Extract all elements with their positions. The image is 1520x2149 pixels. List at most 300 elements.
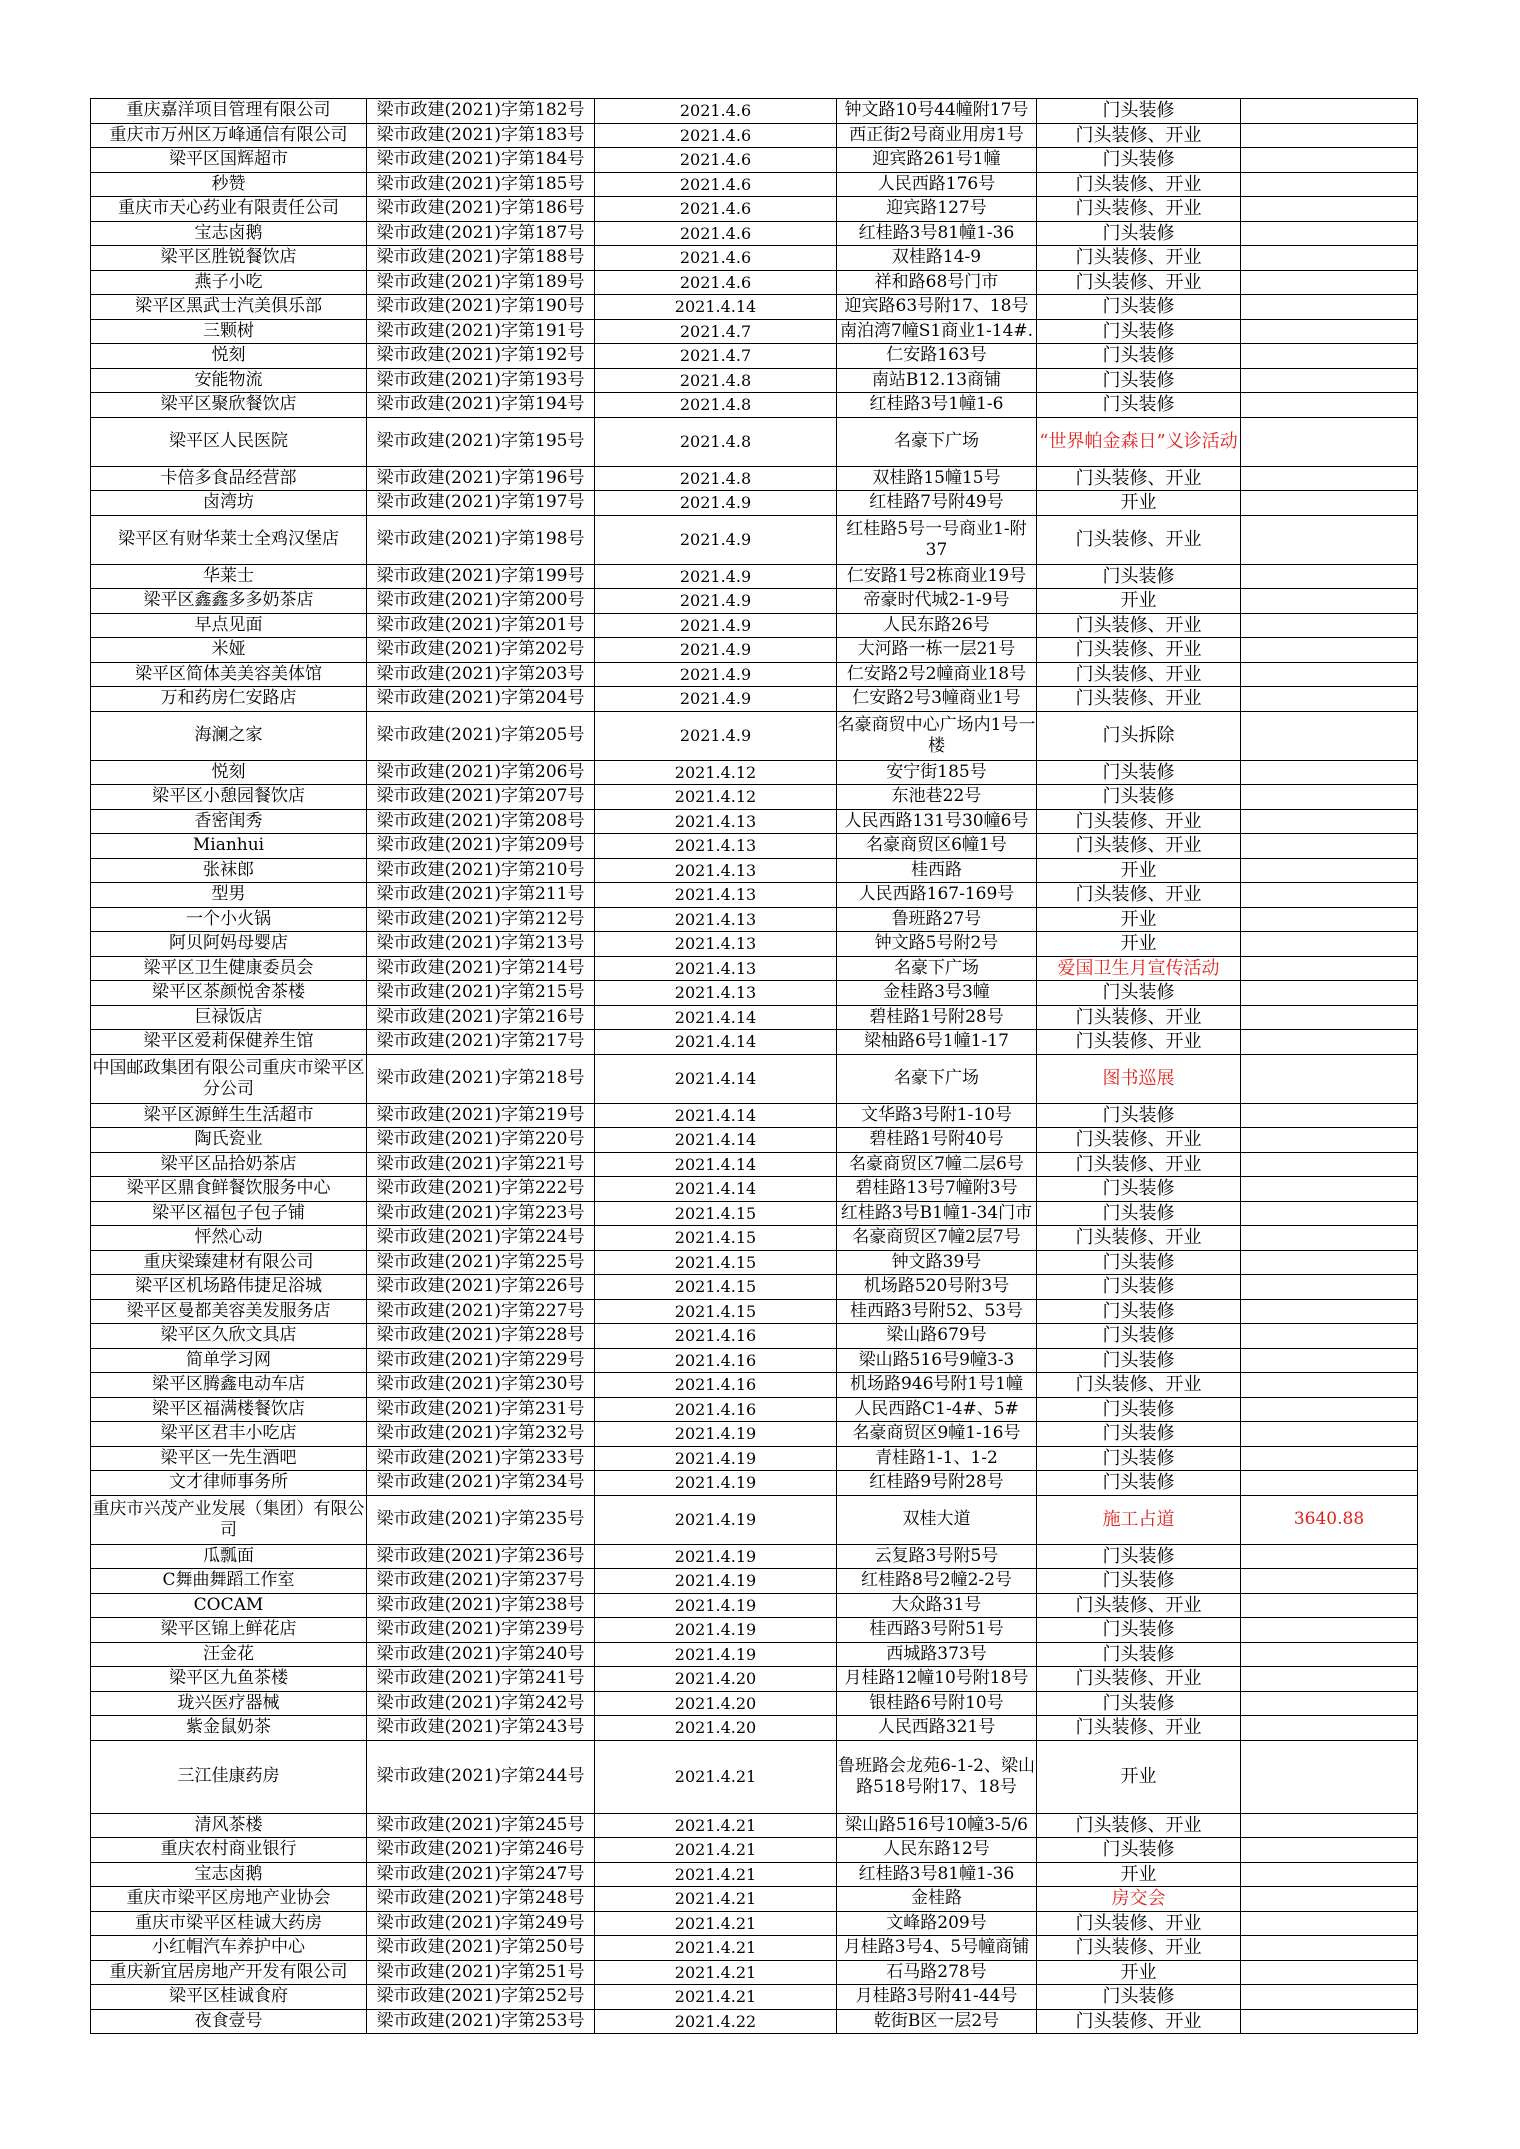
- company-name-cell: 陶氏瓷业: [91, 1128, 367, 1153]
- date-cell: 2021.4.9: [595, 515, 837, 564]
- company-name-cell: 重庆梁臻建材有限公司: [91, 1250, 367, 1275]
- table-row: [91, 858, 1418, 883]
- address-cell: 安宁街185号: [837, 760, 1037, 785]
- date-cell: 2021.4.9: [595, 662, 837, 687]
- matter-cell: 门头装修: [1037, 1446, 1241, 1471]
- matter-cell: 门头装修: [1037, 785, 1241, 810]
- date-cell: 2021.4.21: [595, 1936, 837, 1961]
- matter-cell: 门头装修、开业: [1037, 662, 1241, 687]
- approval-number-cell: 梁市政建(2021)字第250号: [367, 1936, 595, 1961]
- amount-cell: [1241, 393, 1418, 418]
- table-row: [91, 319, 1418, 344]
- address-cell: 金桂路3号3幢: [837, 981, 1037, 1006]
- address-cell: 人民西路C1-4#、5#: [837, 1397, 1037, 1422]
- address-cell: 金桂路: [837, 1887, 1037, 1912]
- amount-cell: [1241, 638, 1418, 663]
- matter-cell: 门头装修、开业: [1037, 638, 1241, 663]
- approval-number-cell: 梁市政建(2021)字第218号: [367, 1054, 595, 1103]
- amount-cell: [1241, 417, 1418, 466]
- company-name-cell: 梁平区鼎食鲜餐饮服务中心: [91, 1177, 367, 1202]
- table-row: [91, 760, 1418, 785]
- address-cell: 碧桂路1号附40号: [837, 1128, 1037, 1153]
- address-cell: 名豪商贸区7幢2层7号: [837, 1226, 1037, 1251]
- date-cell: 2021.4.6: [595, 197, 837, 222]
- table-row: [91, 785, 1418, 810]
- company-name-cell: 简单学习网: [91, 1348, 367, 1373]
- table-row: [91, 1887, 1418, 1912]
- matter-cell: 门头装修、开业: [1037, 1911, 1241, 1936]
- address-cell: 人民西路167-169号: [837, 883, 1037, 908]
- date-cell: 2021.4.22: [595, 2009, 837, 2034]
- approval-number-cell: 梁市政建(2021)字第246号: [367, 1838, 595, 1863]
- table-row: [91, 1716, 1418, 1741]
- matter-cell: 门头装修、开业: [1037, 1813, 1241, 1838]
- table-row: [91, 1373, 1418, 1398]
- date-cell: 2021.4.19: [595, 1642, 837, 1667]
- matter-cell: 房交会: [1037, 1887, 1241, 1912]
- date-cell: 2021.4.21: [595, 1985, 837, 2010]
- date-cell: 2021.4.13: [595, 834, 837, 859]
- address-cell: 钟文路39号: [837, 1250, 1037, 1275]
- amount-cell: [1241, 1911, 1418, 1936]
- company-name-cell: 重庆农村商业银行: [91, 1838, 367, 1863]
- table-row: [91, 2009, 1418, 2034]
- address-cell: 西正街2号商业用房1号: [837, 123, 1037, 148]
- amount-cell: [1241, 1177, 1418, 1202]
- approval-number-cell: 梁市政建(2021)字第231号: [367, 1397, 595, 1422]
- company-name-cell: 卤湾坊: [91, 491, 367, 516]
- table-row: [91, 1054, 1418, 1103]
- table-row: [91, 491, 1418, 516]
- company-name-cell: 张袜郎: [91, 858, 367, 883]
- date-cell: 2021.4.16: [595, 1348, 837, 1373]
- table-row: [91, 1030, 1418, 1055]
- date-cell: 2021.4.14: [595, 1054, 837, 1103]
- address-cell: 人民东路26号: [837, 613, 1037, 638]
- company-name-cell: 宝志卤鹅: [91, 1862, 367, 1887]
- amount-cell: [1241, 246, 1418, 271]
- approval-number-cell: 梁市政建(2021)字第216号: [367, 1005, 595, 1030]
- amount-cell: [1241, 981, 1418, 1006]
- date-cell: 2021.4.7: [595, 319, 837, 344]
- matter-cell: 爱国卫生月宣传活动: [1037, 956, 1241, 981]
- amount-cell: [1241, 834, 1418, 859]
- table-row: [91, 295, 1418, 320]
- amount-cell: [1241, 1960, 1418, 1985]
- table-row: [91, 809, 1418, 834]
- table-row: [91, 1250, 1418, 1275]
- amount-cell: [1241, 491, 1418, 516]
- approval-number-cell: 梁市政建(2021)字第212号: [367, 907, 595, 932]
- approval-number-cell: 梁市政建(2021)字第189号: [367, 270, 595, 295]
- address-cell: 东池巷22号: [837, 785, 1037, 810]
- date-cell: 2021.4.6: [595, 172, 837, 197]
- approval-number-cell: 梁市政建(2021)字第209号: [367, 834, 595, 859]
- address-cell: 仁安路163号: [837, 344, 1037, 369]
- approval-number-cell: 梁市政建(2021)字第243号: [367, 1716, 595, 1741]
- approval-number-cell: 梁市政建(2021)字第221号: [367, 1152, 595, 1177]
- approval-number-cell: 梁市政建(2021)字第210号: [367, 858, 595, 883]
- date-cell: 2021.4.7: [595, 344, 837, 369]
- date-cell: 2021.4.8: [595, 393, 837, 418]
- company-name-cell: 梁平区国辉超市: [91, 148, 367, 173]
- address-cell: 祥和路68号门市: [837, 270, 1037, 295]
- approval-number-cell: 梁市政建(2021)字第219号: [367, 1103, 595, 1128]
- date-cell: 2021.4.16: [595, 1324, 837, 1349]
- company-name-cell: 小红帽汽车养护中心: [91, 1936, 367, 1961]
- table-row: [91, 1569, 1418, 1594]
- table-row: [91, 1005, 1418, 1030]
- amount-cell: [1241, 148, 1418, 173]
- company-name-cell: 秒赞: [91, 172, 367, 197]
- approval-number-cell: 梁市政建(2021)字第202号: [367, 638, 595, 663]
- amount-cell: [1241, 858, 1418, 883]
- address-cell: 名豪下广场: [837, 417, 1037, 466]
- address-cell: 名豪下广场: [837, 1054, 1037, 1103]
- date-cell: 2021.4.19: [595, 1495, 837, 1544]
- address-cell: 机场路520号附3号: [837, 1275, 1037, 1300]
- date-cell: 2021.4.13: [595, 981, 837, 1006]
- amount-cell: [1241, 2009, 1418, 2034]
- matter-cell: 门头装修、开业: [1037, 834, 1241, 859]
- matter-cell: 门头装修、开业: [1037, 1593, 1241, 1618]
- approval-number-cell: 梁市政建(2021)字第217号: [367, 1030, 595, 1055]
- date-cell: 2021.4.13: [595, 932, 837, 957]
- address-cell: 人民东路12号: [837, 1838, 1037, 1863]
- table-row: [91, 638, 1418, 663]
- matter-cell: 门头装修、开业: [1037, 1716, 1241, 1741]
- company-name-cell: 梁平区小憩园餐饮店: [91, 785, 367, 810]
- company-name-cell: 梁平区九鱼茶楼: [91, 1667, 367, 1692]
- amount-cell: [1241, 1226, 1418, 1251]
- company-name-cell: 梁平区简体美美容美体馆: [91, 662, 367, 687]
- approval-number-cell: 梁市政建(2021)字第224号: [367, 1226, 595, 1251]
- matter-cell: 门头装修、开业: [1037, 246, 1241, 271]
- amount-cell: [1241, 1642, 1418, 1667]
- address-cell: 仁安路2号2幢商业18号: [837, 662, 1037, 687]
- table-row: [91, 1642, 1418, 1667]
- date-cell: 2021.4.15: [595, 1201, 837, 1226]
- matter-cell: 门头装修、开业: [1037, 2009, 1241, 2034]
- approval-number-cell: 梁市政建(2021)字第225号: [367, 1250, 595, 1275]
- address-cell: 红桂路5号一号商业1-附37: [837, 515, 1037, 564]
- approval-number-cell: 梁市政建(2021)字第245号: [367, 1813, 595, 1838]
- approval-number-cell: 梁市政建(2021)字第198号: [367, 515, 595, 564]
- approval-number-cell: 梁市政建(2021)字第185号: [367, 172, 595, 197]
- address-cell: 双桂大道: [837, 1495, 1037, 1544]
- date-cell: 2021.4.19: [595, 1471, 837, 1496]
- address-cell: 仁安路2号3幢商业1号: [837, 687, 1037, 712]
- address-cell: 名豪下广场: [837, 956, 1037, 981]
- approval-number-cell: 梁市政建(2021)字第187号: [367, 221, 595, 246]
- date-cell: 2021.4.21: [595, 1911, 837, 1936]
- table-row: [91, 344, 1418, 369]
- company-name-cell: 华莱士: [91, 564, 367, 589]
- matter-cell: 门头装修、开业: [1037, 1373, 1241, 1398]
- date-cell: 2021.4.12: [595, 760, 837, 785]
- company-name-cell: 清风茶楼: [91, 1813, 367, 1838]
- matter-cell: 门头装修: [1037, 1324, 1241, 1349]
- amount-cell: [1241, 1103, 1418, 1128]
- approval-number-cell: 梁市政建(2021)字第232号: [367, 1422, 595, 1447]
- matter-cell: 门头装修: [1037, 1250, 1241, 1275]
- date-cell: 2021.4.15: [595, 1275, 837, 1300]
- table-row: [91, 417, 1418, 466]
- table-row: [91, 1495, 1418, 1544]
- company-name-cell: 紫金鼠奶茶: [91, 1716, 367, 1741]
- address-cell: 红桂路3号B1幢1-34门市: [837, 1201, 1037, 1226]
- company-name-cell: 梁平区爱莉保健养生馆: [91, 1030, 367, 1055]
- date-cell: 2021.4.19: [595, 1422, 837, 1447]
- amount-cell: [1241, 1618, 1418, 1643]
- matter-cell: 门头装修: [1037, 1103, 1241, 1128]
- address-cell: 机场路946号附1号1幢: [837, 1373, 1037, 1398]
- matter-cell: 门头装修、开业: [1037, 1128, 1241, 1153]
- address-cell: 人民西路321号: [837, 1716, 1037, 1741]
- date-cell: 2021.4.20: [595, 1716, 837, 1741]
- table-row: [91, 515, 1418, 564]
- matter-cell: 门头装修: [1037, 344, 1241, 369]
- approval-number-cell: 梁市政建(2021)字第235号: [367, 1495, 595, 1544]
- amount-cell: [1241, 221, 1418, 246]
- matter-cell: 门头装修、开业: [1037, 613, 1241, 638]
- date-cell: 2021.4.19: [595, 1569, 837, 1594]
- table-row: [91, 932, 1418, 957]
- matter-cell: 图书巡展: [1037, 1054, 1241, 1103]
- date-cell: 2021.4.15: [595, 1299, 837, 1324]
- address-cell: 名豪商贸中心广场内1号一楼: [837, 711, 1037, 760]
- address-cell: 月桂路3号附41-44号: [837, 1985, 1037, 2010]
- date-cell: 2021.4.16: [595, 1397, 837, 1422]
- amount-cell: [1241, 589, 1418, 614]
- address-cell: 人民西路131号30幢6号: [837, 809, 1037, 834]
- date-cell: 2021.4.13: [595, 956, 837, 981]
- amount-cell: [1241, 760, 1418, 785]
- company-name-cell: 梁平区人民医院: [91, 417, 367, 466]
- table-row: [91, 711, 1418, 760]
- address-cell: 桂西路3号附52、53号: [837, 1299, 1037, 1324]
- amount-cell: [1241, 613, 1418, 638]
- company-name-cell: 中国邮政集团有限公司重庆市梁平区分公司: [91, 1054, 367, 1103]
- approval-number-cell: 梁市政建(2021)字第192号: [367, 344, 595, 369]
- amount-cell: [1241, 1667, 1418, 1692]
- company-name-cell: 梁平区桂诚食府: [91, 1985, 367, 2010]
- address-cell: 桂西路: [837, 858, 1037, 883]
- company-name-cell: 安能物流: [91, 368, 367, 393]
- table-row: [91, 1667, 1418, 1692]
- company-name-cell: 宝志卤鹅: [91, 221, 367, 246]
- amount-cell: [1241, 1201, 1418, 1226]
- table-row: [91, 1838, 1418, 1863]
- table-row: [91, 956, 1418, 981]
- company-name-cell: 梁平区品拾奶茶店: [91, 1152, 367, 1177]
- address-cell: 迎宾路63号附17、18号: [837, 295, 1037, 320]
- table-row: [91, 1397, 1418, 1422]
- address-cell: 青桂路1-1、1-2: [837, 1446, 1037, 1471]
- amount-cell: [1241, 197, 1418, 222]
- matter-cell: 开业: [1037, 1960, 1241, 1985]
- table-row: [91, 1593, 1418, 1618]
- date-cell: 2021.4.14: [595, 1152, 837, 1177]
- date-cell: 2021.4.6: [595, 221, 837, 246]
- table-row: [91, 1348, 1418, 1373]
- approval-number-cell: 梁市政建(2021)字第215号: [367, 981, 595, 1006]
- company-name-cell: 三江佳康药房: [91, 1740, 367, 1813]
- date-cell: 2021.4.6: [595, 123, 837, 148]
- amount-cell: [1241, 1471, 1418, 1496]
- table-row: [91, 1152, 1418, 1177]
- company-name-cell: Mianhui: [91, 834, 367, 859]
- approval-number-cell: 梁市政建(2021)字第200号: [367, 589, 595, 614]
- address-cell: 月桂路3号4、5号幢商铺: [837, 1936, 1037, 1961]
- amount-cell: [1241, 809, 1418, 834]
- approval-number-cell: 梁市政建(2021)字第220号: [367, 1128, 595, 1153]
- company-name-cell: 梁平区茶颜悦舍茶楼: [91, 981, 367, 1006]
- approval-number-cell: 梁市政建(2021)字第248号: [367, 1887, 595, 1912]
- table-row: [91, 1911, 1418, 1936]
- company-name-cell: 早点见面: [91, 613, 367, 638]
- address-cell: 文峰路209号: [837, 1911, 1037, 1936]
- matter-cell: 门头装修: [1037, 1275, 1241, 1300]
- approval-number-cell: 梁市政建(2021)字第204号: [367, 687, 595, 712]
- matter-cell: 门头装修: [1037, 1691, 1241, 1716]
- approval-number-cell: 梁市政建(2021)字第241号: [367, 1667, 595, 1692]
- date-cell: 2021.4.19: [595, 1593, 837, 1618]
- table-row: [91, 1862, 1418, 1887]
- table-row: [91, 221, 1418, 246]
- amount-cell: [1241, 564, 1418, 589]
- approval-number-cell: 梁市政建(2021)字第247号: [367, 1862, 595, 1887]
- approval-number-cell: 梁市政建(2021)字第183号: [367, 123, 595, 148]
- matter-cell: 门头装修: [1037, 368, 1241, 393]
- date-cell: 2021.4.15: [595, 1226, 837, 1251]
- table-row: [91, 1275, 1418, 1300]
- approval-number-cell: 梁市政建(2021)字第252号: [367, 1985, 595, 2010]
- matter-cell: 门头装修: [1037, 1838, 1241, 1863]
- address-cell: 梁山路679号: [837, 1324, 1037, 1349]
- approval-number-cell: 梁市政建(2021)字第214号: [367, 956, 595, 981]
- matter-cell: 门头装修: [1037, 981, 1241, 1006]
- amount-cell: [1241, 1324, 1418, 1349]
- company-name-cell: 重庆市天心药业有限责任公司: [91, 197, 367, 222]
- company-name-cell: 梁平区福包子包子铺: [91, 1201, 367, 1226]
- amount-cell: [1241, 515, 1418, 564]
- company-name-cell: 阿贝阿妈母婴店: [91, 932, 367, 957]
- amount-cell: [1241, 1299, 1418, 1324]
- table-row: [91, 1177, 1418, 1202]
- address-cell: 名豪商贸区6幢1号: [837, 834, 1037, 859]
- table-row: [91, 1936, 1418, 1961]
- table-row: [91, 1471, 1418, 1496]
- matter-cell: 门头装修、开业: [1037, 466, 1241, 491]
- approval-number-cell: 梁市政建(2021)字第196号: [367, 466, 595, 491]
- address-cell: 红桂路3号81幢1-36: [837, 221, 1037, 246]
- table-row: [91, 1299, 1418, 1324]
- amount-cell: [1241, 1397, 1418, 1422]
- amount-cell: [1241, 1348, 1418, 1373]
- date-cell: 2021.4.9: [595, 564, 837, 589]
- table-row: [91, 148, 1418, 173]
- address-cell: 双桂路15幢15号: [837, 466, 1037, 491]
- matter-cell: 门头装修、开业: [1037, 1226, 1241, 1251]
- approval-number-cell: 梁市政建(2021)字第208号: [367, 809, 595, 834]
- approval-number-cell: 梁市政建(2021)字第213号: [367, 932, 595, 957]
- company-name-cell: 梁平区聚欣餐饮店: [91, 393, 367, 418]
- matter-cell: 门头装修: [1037, 1201, 1241, 1226]
- address-cell: 大河路一栋一层21号: [837, 638, 1037, 663]
- amount-cell: [1241, 1128, 1418, 1153]
- matter-cell: 门头装修: [1037, 221, 1241, 246]
- date-cell: 2021.4.21: [595, 1838, 837, 1863]
- matter-cell: 门头装修: [1037, 1985, 1241, 2010]
- address-cell: 梁山路516号9幢3-3: [837, 1348, 1037, 1373]
- matter-cell: 开业: [1037, 858, 1241, 883]
- company-name-cell: 汪金花: [91, 1642, 367, 1667]
- approval-number-cell: 梁市政建(2021)字第203号: [367, 662, 595, 687]
- approval-number-cell: 梁市政建(2021)字第253号: [367, 2009, 595, 2034]
- table-row: [91, 834, 1418, 859]
- date-cell: 2021.4.6: [595, 270, 837, 295]
- address-cell: 梁山路516号10幢3-5/6: [837, 1813, 1037, 1838]
- approval-number-cell: 梁市政建(2021)字第190号: [367, 295, 595, 320]
- table-row: [91, 1422, 1418, 1447]
- company-name-cell: 重庆嘉洋项目管理有限公司: [91, 99, 367, 124]
- company-name-cell: 梁平区胜锐餐饮店: [91, 246, 367, 271]
- address-cell: 钟文路10号44幢附17号: [837, 99, 1037, 124]
- date-cell: 2021.4.14: [595, 295, 837, 320]
- amount-cell: [1241, 956, 1418, 981]
- amount-cell: [1241, 1030, 1418, 1055]
- amount-cell: 3640.88: [1241, 1495, 1418, 1544]
- amount-cell: [1241, 368, 1418, 393]
- matter-cell: 门头装修、开业: [1037, 1936, 1241, 1961]
- matter-cell: 门头装修: [1037, 760, 1241, 785]
- matter-cell: 门头装修: [1037, 1397, 1241, 1422]
- approval-number-cell: 梁市政建(2021)字第229号: [367, 1348, 595, 1373]
- company-name-cell: 一个小火锅: [91, 907, 367, 932]
- company-name-cell: 梁平区卫生健康委员会: [91, 956, 367, 981]
- address-cell: 大众路31号: [837, 1593, 1037, 1618]
- address-cell: 鲁班路会龙苑6-1-2、梁山路518号附17、18号: [837, 1740, 1037, 1813]
- approval-table: [90, 98, 1418, 2034]
- amount-cell: [1241, 344, 1418, 369]
- table-row: [91, 1960, 1418, 1985]
- matter-cell: 门头装修: [1037, 1544, 1241, 1569]
- date-cell: 2021.4.16: [595, 1373, 837, 1398]
- table-row: [91, 1103, 1418, 1128]
- table-row: [91, 123, 1418, 148]
- company-name-cell: 悦刻: [91, 344, 367, 369]
- date-cell: 2021.4.6: [595, 246, 837, 271]
- date-cell: 2021.4.14: [595, 1030, 837, 1055]
- company-name-cell: 海澜之家: [91, 711, 367, 760]
- amount-cell: [1241, 1716, 1418, 1741]
- address-cell: 梁柚路6号1幢1-17: [837, 1030, 1037, 1055]
- matter-cell: 门头装修: [1037, 1618, 1241, 1643]
- amount-cell: [1241, 1275, 1418, 1300]
- amount-cell: [1241, 1985, 1418, 2010]
- address-cell: 月桂路12幢10号附18号: [837, 1667, 1037, 1692]
- address-cell: 西城路373号: [837, 1642, 1037, 1667]
- matter-cell: 门头装修: [1037, 99, 1241, 124]
- company-name-cell: 三颗树: [91, 319, 367, 344]
- matter-cell: 开业: [1037, 491, 1241, 516]
- date-cell: 2021.4.21: [595, 1740, 837, 1813]
- company-name-cell: 梁平区君丰小吃店: [91, 1422, 367, 1447]
- matter-cell: 开业: [1037, 907, 1241, 932]
- address-cell: 双桂路14-9: [837, 246, 1037, 271]
- table-row: [91, 1740, 1418, 1813]
